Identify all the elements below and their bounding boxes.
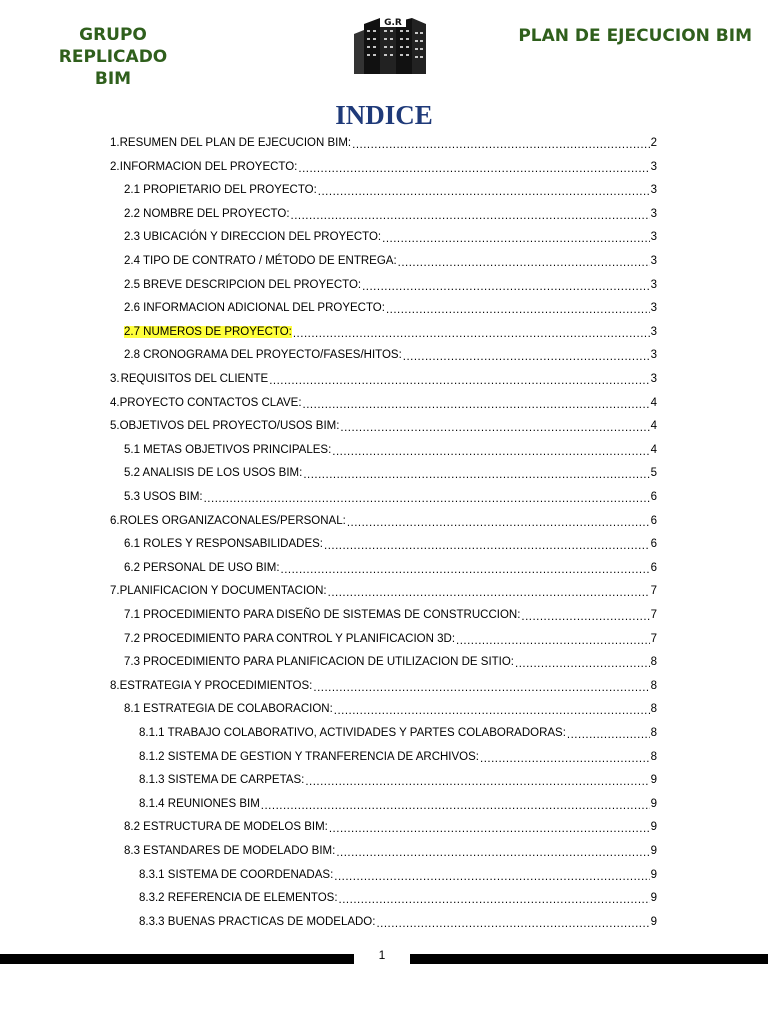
toc-entry-label: 5.1 METAS OBJETIVOS PRINCIPALES: [124,443,332,456]
toc-leader-dots [334,871,649,883]
toc-entry-page: 9 [650,821,657,834]
toc-entry-number: 6. [110,514,120,527]
toc-entry-label: 6.2 PERSONAL DE USO BIM: [124,561,280,574]
toc-entry[interactable] [139,745,657,769]
toc-entry-label: OBJETIVOS DEL PROYECTO/USOS BIM: [119,420,340,433]
toc-entry-label: 2.2 NOMBRE DEL PROYECTO: [124,207,290,220]
toc-entry-page: 3 [650,255,657,267]
toc-entry[interactable] [124,296,657,320]
toc-entry[interactable] [124,249,657,273]
toc-entry-page: 8 [650,703,657,716]
toc-entry-label: 7.1 PROCEDIMIENTO PARA DISEÑO DE SISTEMAS DE CONSTRUCCION: [124,609,521,621]
toc-leader-dots [339,894,650,906]
toc-entry[interactable] [124,697,657,721]
toc-entry-label: 7.3 PROCEDIMIENTO PARA PLANIFICACION DE UTILIZACION DE SITIO: [124,656,515,669]
toc-entry[interactable] [110,367,657,391]
toc-leader-dots [293,328,650,340]
toc-entry-page: 3 [650,207,657,220]
toc-leader-dots [347,517,650,529]
toc-entry-page: 3 [650,278,657,291]
toc-entry-label: 8.1.3 SISTEMA DE CARPETAS: [139,774,305,787]
toc-entry-label: ESTRATEGIA Y PROCEDIMIENTOS: [119,679,313,692]
toc-entry-label: 2.8 CRONOGRAMA DEL PROYECTO/FASES/HITOS: [124,349,402,362]
toc-entry-page: 8 [650,656,657,669]
toc-entry-page: 8 [650,727,657,739]
toc-entry[interactable] [139,768,657,792]
footer-bar-left [0,954,354,964]
toc-leader-dots [362,281,650,293]
toc-entry-page: 3 [650,184,657,197]
toc-entry[interactable] [124,225,657,249]
toc-entry[interactable] [139,910,657,934]
toc-entry-page: 7 [650,632,657,645]
footer-bar-right [410,954,768,964]
toc-entry-page: 3 [650,160,657,173]
header-document-title: PLAN DE EJECUCION BIM [518,26,752,46]
toc-entry-label: 2.3 UBICACIÓN Y DIRECCION DEL PROYECTO: [124,231,382,244]
toc-entry[interactable] [139,863,657,887]
toc-entry-label: 2.4 TIPO DE CONTRATO / MÉTODO DE ENTREGA: [124,255,397,267]
toc-entry-label: 2.5 BREVE DESCRIPCION DEL PROYECTO: [124,278,362,291]
toc-entry-page: 3 [650,302,657,315]
toc-entry[interactable] [124,603,657,627]
toc-entry-page: 3 [650,325,657,338]
toc-entry[interactable] [124,485,657,509]
toc-entry[interactable] [124,461,657,485]
toc-entry-label: 5.2 ANALISIS DE LOS USOS BIM: [124,467,303,480]
logo-text: G.R [384,18,402,28]
toc-entry-number: 3. [110,373,120,385]
toc-leader-dots [336,847,649,859]
toc-entry[interactable] [110,674,657,698]
toc-entry[interactable] [139,886,657,910]
toc-leader-dots [303,469,649,481]
toc-leader-dots [313,682,649,694]
toc-entry-label: 7.2 PROCEDIMIENTO PARA CONTROL Y PLANIFICACION 3D: [124,632,456,645]
header-org-line2: BIM [94,69,132,89]
toc-leader-dots [382,233,649,245]
toc-entry[interactable] [124,650,657,674]
toc-entry-page: 9 [650,915,657,928]
toc-entry-page: 8 [650,679,657,692]
toc-leader-dots [303,399,650,411]
toc-entry[interactable] [139,792,657,816]
toc-entry[interactable] [124,320,657,344]
toc-entry[interactable] [124,815,657,839]
toc-entry[interactable] [124,556,657,580]
toc-entry-label: 8.3.2 REFERENCIA DE ELEMENTOS: [139,892,338,905]
toc-leader-dots [340,422,649,434]
toc-entry-label: 8.1 ESTRATEGIA DE COLABORACION: [124,703,333,716]
toc-entry[interactable] [124,178,657,202]
toc-entry-number: 2. [110,160,120,173]
toc-leader-dots [329,823,650,835]
toc-leader-dots [403,351,650,363]
toc-entry[interactable] [110,509,657,533]
toc-leader-dots [281,564,650,576]
toc-entry-label: RESUMEN DEL PLAN DE EJECUCION BIM: [119,137,352,149]
toc-entry-page: 6 [650,491,657,503]
toc-entry-page: 4 [650,396,657,409]
toc-entry[interactable] [110,579,657,603]
toc-entry-number: 8. [110,679,120,692]
toc-entry-page: 6 [650,538,657,551]
toc-entry-label: 8.2 ESTRUCTURA DE MODELOS BIM: [124,821,328,834]
toc-entry-label: 8.3 ESTANDARES DE MODELADO BIM: [124,845,336,857]
toc-entry[interactable] [124,343,657,367]
toc-entry-page: 2 [650,137,657,149]
toc-entry-label: 8.3.1 SISTEMA DE COORDENADAS: [139,868,334,881]
toc-entry-page: 3 [650,231,657,244]
toc-leader-dots [456,635,650,647]
toc-entry-page: 9 [650,892,657,905]
toc-entry-label: PLANIFICACION Y DOCUMENTACION: [119,585,327,598]
toc-entry-number: 5. [110,420,120,433]
toc-entry-label: 2.6 INFORMACION ADICIONAL DEL PROYECTO: [124,302,385,315]
toc-entry-number: 4. [110,396,120,409]
toc-entry[interactable] [110,131,657,155]
toc-leader-dots [567,729,650,741]
page-title: INDICE [335,100,433,130]
toc-entry-page: 9 [650,845,657,857]
toc-leader-dots [298,163,649,175]
toc-entry[interactable] [124,438,657,462]
toc-entry-page: 5 [650,467,657,480]
toc-entry-page: 4 [650,420,657,433]
toc-leader-dots [352,139,649,151]
toc-entry-page: 4 [650,443,657,456]
toc-entry-number: 1. [110,137,120,149]
toc-entry[interactable] [124,627,657,651]
toc-entry-label: PROYECTO CONTACTOS CLAVE: [119,396,302,409]
toc-entry-label: 5.3 USOS BIM: [124,491,203,503]
toc-leader-dots [269,375,649,387]
toc-entry-page: 6 [650,561,657,574]
toc-entry[interactable] [110,414,657,438]
toc-entry-page: 9 [650,868,657,881]
toc-entry-page: 3 [650,349,657,362]
toc-entry[interactable] [110,155,657,179]
toc-leader-dots [386,304,650,316]
toc-entry-label: REQUISITOS DEL CLIENTE [120,373,269,385]
toc-entry-label: 8.3.3 BUENAS PRACTICAS DE MODELADO: [139,915,376,928]
toc-entry-page: 9 [650,774,657,787]
toc-leader-dots [334,705,650,717]
toc-leader-dots [291,210,650,222]
toc-leader-dots [324,540,650,552]
toc-leader-dots [480,753,650,765]
toc-entry[interactable] [110,391,657,415]
header-org-line1: GRUPO REPLICADO [58,25,168,67]
toc-entry-label: 2.7 NUMEROS DE PROYECTO: [124,325,292,338]
toc-entry-label: 6.1 ROLES Y RESPONSABILIDADES: [124,538,323,551]
toc-leader-dots [332,446,649,458]
toc-entry[interactable] [139,721,657,745]
building-logo [350,16,436,76]
toc-entry-number: 7. [110,585,120,598]
toc-entry-label: 8.1.2 SISTEMA DE GESTION Y TRANFERENCIA DE ARCHIVOS: [139,750,479,763]
toc-entry-page: 3 [650,373,657,385]
toc-entry-label: 8.1.4 REUNIONES BIM [139,797,260,810]
toc-entry-label: 2.1 PROPIETARIO DEL PROYECTO: [124,184,317,197]
toc-leader-dots [521,611,649,623]
toc-leader-dots [261,800,650,812]
toc-entry[interactable] [124,839,657,863]
toc-leader-dots [376,918,649,930]
header-org-name [38,24,188,90]
toc-entry-page: 7 [650,609,657,621]
toc-entry-page: 6 [650,514,657,527]
toc-entry-label: INFORMACION DEL PROYECTO: [119,160,298,173]
toc-entry-label: 8.1.1 TRABAJO COLABORATIVO, ACTIVIDADES Y PARTES COLABORADORAS: [139,727,566,739]
toc-entry-page: 9 [650,797,657,810]
toc-leader-dots [318,186,650,198]
toc-leader-dots [305,776,649,788]
toc-entry-label: ROLES ORGANIZACONALES/PERSONAL: [119,514,346,527]
toc-entry-page: 7 [650,585,657,598]
toc-entry[interactable] [124,532,657,556]
toc-entry[interactable] [124,202,657,226]
toc-entry[interactable] [124,273,657,297]
footer-page-number: 1 [378,948,386,962]
toc-leader-dots [328,587,650,599]
toc-leader-dots [398,257,650,269]
toc-leader-dots [515,658,650,670]
toc-leader-dots [204,493,650,505]
toc-entry-page: 8 [650,750,657,763]
